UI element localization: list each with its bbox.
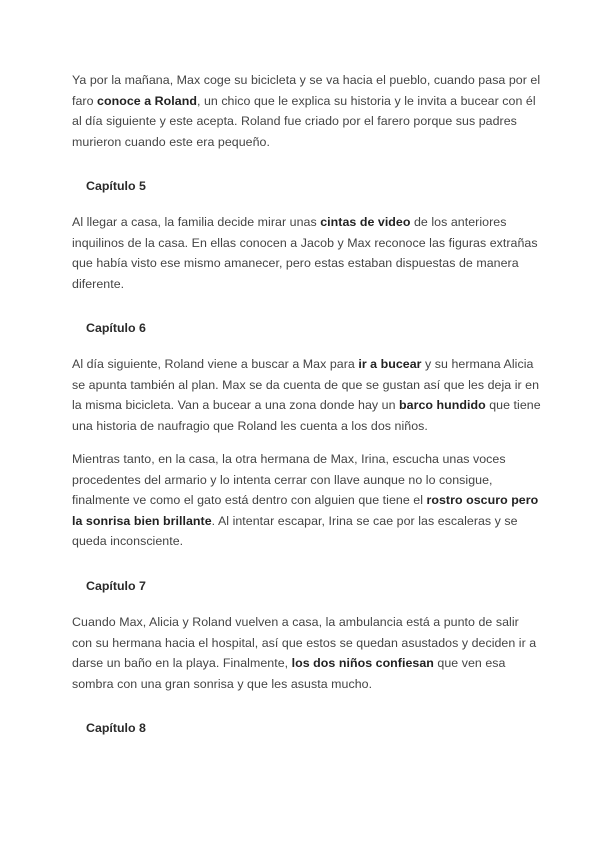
text-run: Al llegar a casa, la familia decide mirar unas (72, 215, 321, 229)
heading-capitulo-6: Capítulo 6 (86, 321, 146, 335)
text-run: y su hermana Alicia se apunta también al plan. Max se da cuenta de que se gustan así que les deja ir en la misma bicicleta. Van a bucear a una zona donde hay un (72, 357, 540, 412)
heading-capitulo-8: Capítulo 8 (86, 721, 146, 735)
text-run: . Al intentar escapar, Irina se cae por las escaleras y se queda inconsciente. (72, 513, 518, 548)
heading-capitulo-7: Capítulo 7 (86, 579, 146, 593)
text-run: , un chico que le explica su historia y le invita a bucear con él al día siguiente y este acepta. Roland fue criado por el farero porque sus padres murieron cuando este era pequeño. (72, 93, 536, 149)
text-run: que ven esa sombra con una gran sonrisa y que les asusta mucho. (72, 656, 506, 691)
bold-text-run: ir a bucear (358, 357, 422, 371)
bold-text-run: cintas de video (320, 215, 411, 229)
paragraph-capitulo-6-a (72, 354, 542, 436)
bold-text-run: barco hundido (399, 398, 486, 412)
paragraph-capitulo-5 (72, 212, 542, 294)
bold-text-run: los dos niños confiesan (291, 656, 434, 670)
text-run: Al día siguiente, Roland viene a buscar a Max para (72, 357, 359, 371)
text-run: que tiene una historia de naufragio que Roland les cuenta a los dos niños. (72, 398, 541, 433)
text-run: Ya por la mañana, Max coge su bicicleta y se va hacia el pueblo, cuando pasa por el faro (72, 73, 541, 108)
text-run: Mientras tanto, en la casa, la otra hermana de Max, Irina, escucha unas voces procedentes del armario y lo intenta cerrar con llave aunque no lo consigue, finalmente ve como el gato está dentro con alguien que tiene el (72, 452, 506, 507)
bold-text-run: rostro oscuro pero la sonrisa bien brillante (72, 493, 539, 528)
bold-text-run: conoce a Roland (97, 93, 197, 108)
paragraph-capitulo-7 (72, 612, 542, 694)
paragraph-capitulo-6-b (72, 449, 542, 552)
text-run: de los anteriores inquilinos de la casa. En ellas conocen a Jacob y Max reconoce las figuras extrañas que había visto ese mismo amanecer, pero estas estaban dispuestas de manera diferente. (72, 215, 538, 291)
heading-capitulo-5: Capítulo 5 (86, 179, 146, 193)
text-run: Cuando Max, Alicia y Roland vuelven a casa, la ambulancia está a punto de salir con su hermana hacia el hospital, así que estos se quedan asustados y deciden ir a darse un baño en la playa. Finalmente, (72, 615, 537, 670)
paragraph-intro (72, 70, 542, 152)
